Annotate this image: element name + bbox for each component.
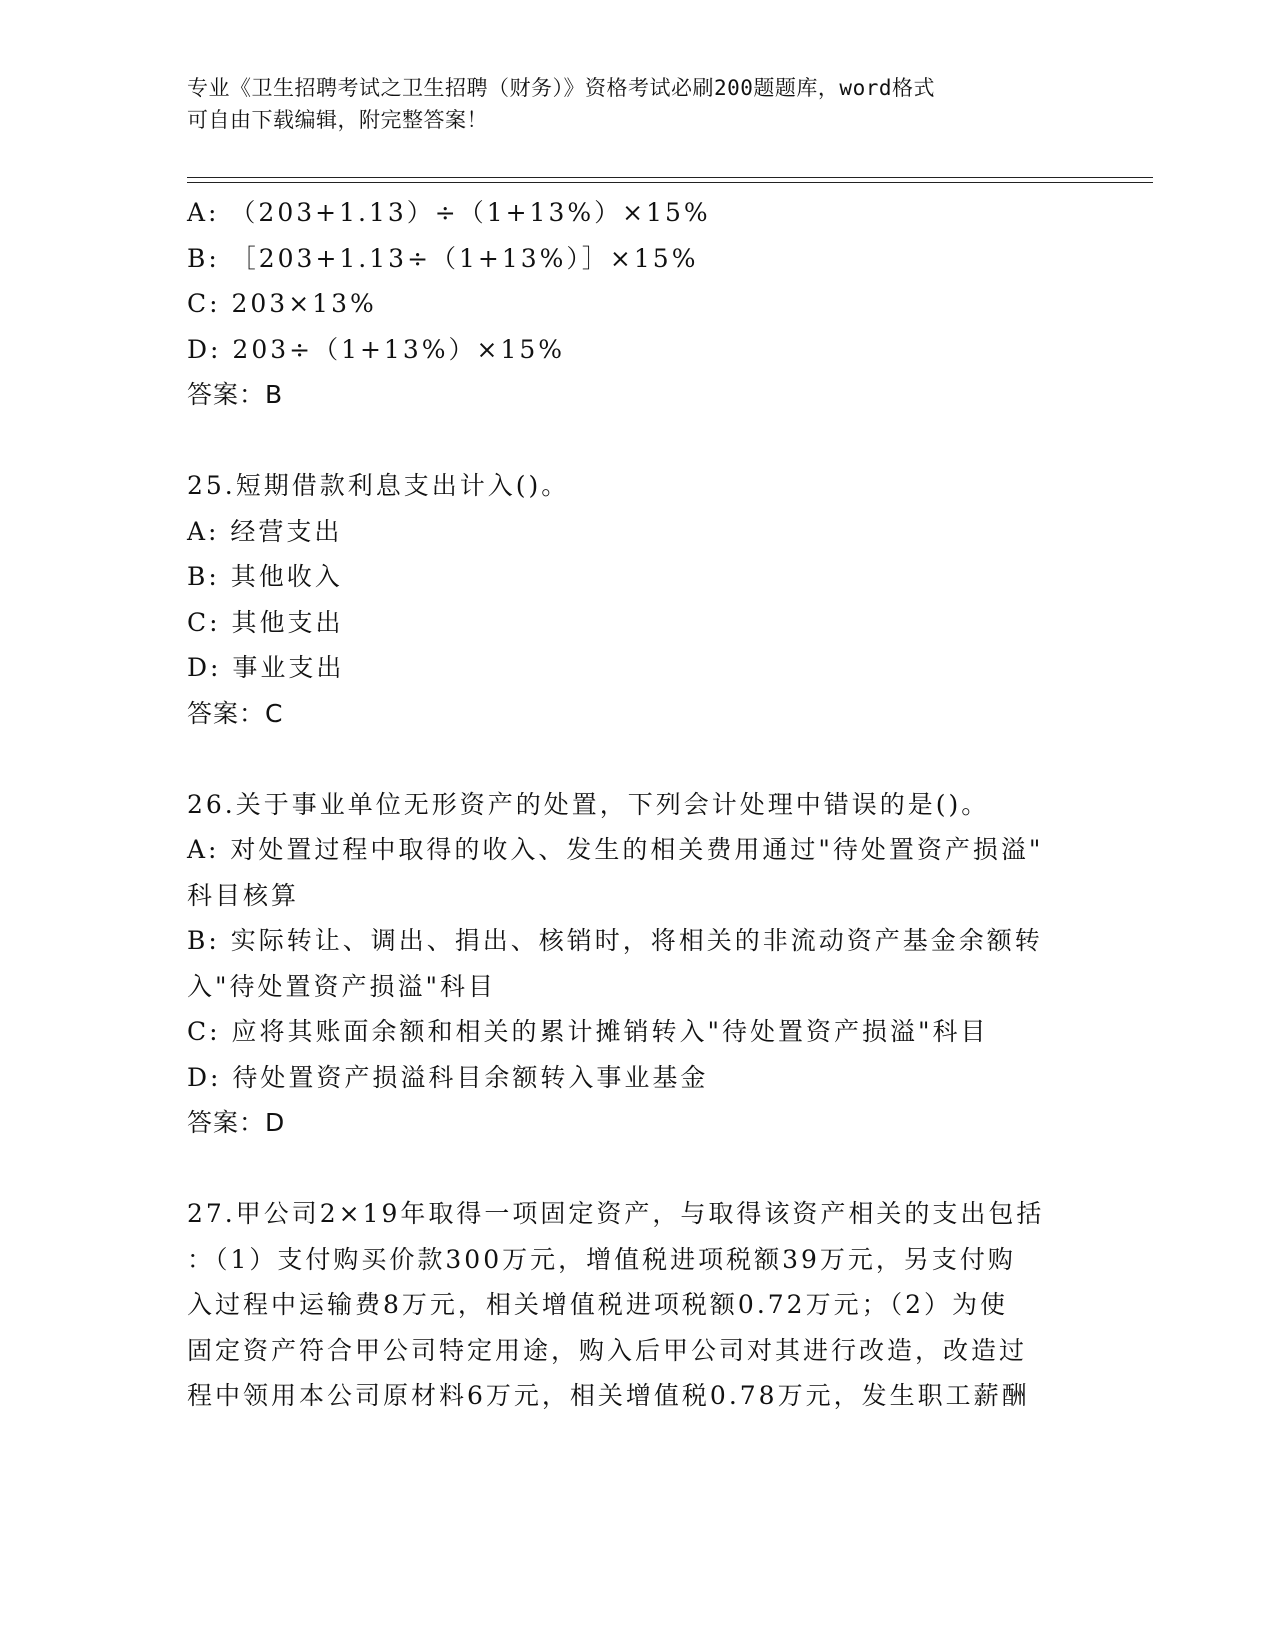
option-b: B: ［203+1.13÷（1+13%）］×15% bbox=[187, 243, 699, 273]
header-divider-top bbox=[187, 177, 1153, 178]
question-stem: 25.短期借款利息支出计入()。 bbox=[187, 471, 570, 500]
question-content bbox=[187, 190, 1087, 1419]
answer: 答案：C bbox=[187, 698, 284, 728]
option-d: D: 待处置资产损溢科目余额转入事业基金 bbox=[187, 1062, 709, 1092]
question-stem-line: ：（1）支付购买价款300万元，增值税进项税额39万元，另支付购 bbox=[187, 1244, 1016, 1274]
option-a: A: 经营支出 bbox=[187, 516, 343, 546]
option-b: B: 其他收入 bbox=[187, 562, 343, 591]
option-c: C: 203×13% bbox=[187, 289, 377, 318]
question-stem-line: 程中领用本公司原材料6万元，相关增值税0.78万元，发生职工薪酬 bbox=[187, 1381, 1030, 1410]
option-c: C: 应将其账面余额和相关的累计摊销转入"待处置资产损溢"科目 bbox=[187, 1017, 989, 1046]
answer: 答案：D bbox=[187, 1108, 286, 1137]
option-b-continued: 入"待处置资产损溢"科目 bbox=[187, 971, 496, 1001]
question-26 bbox=[187, 782, 1087, 1146]
question-stem-line: 入过程中运输费8万元，相关增值税进项税额0.72万元；（2）为使 bbox=[187, 1290, 1008, 1319]
header-line-1: 专业《卫生招聘考试之卫生招聘（财务）》资格考试必刷200题题库，word格式 bbox=[187, 76, 935, 100]
header-line-2: 可自由下载编辑，附完整答案！ bbox=[187, 108, 488, 132]
option-a: A: 对处置过程中取得的收入、发生的相关费用通过"待处置资产损溢" bbox=[187, 835, 1044, 864]
answer: 答案：B bbox=[187, 380, 284, 409]
question-stem-line: 固定资产符合甲公司特定用途，购入后甲公司对其进行改造，改造过 bbox=[187, 1335, 1028, 1365]
option-d: D: 事业支出 bbox=[187, 653, 345, 682]
question-stem-line: 27.甲公司2×19年取得一项固定资产，与取得该资产相关的支出包括 bbox=[187, 1199, 1045, 1228]
question-stem: 26.关于事业单位无形资产的处置，下列会计处理中错误的是()。 bbox=[187, 789, 990, 819]
header-divider-bottom bbox=[187, 182, 1153, 183]
option-c: C: 其他支出 bbox=[187, 607, 344, 637]
question-24-tail bbox=[187, 190, 1087, 418]
option-a-continued: 科目核算 bbox=[187, 880, 300, 910]
option-d: D: 203÷（1+13%）×15% bbox=[187, 334, 566, 364]
option-b: B: 实际转让、调出、捐出、核销时，将相关的非流动资产基金余额转 bbox=[187, 926, 1043, 955]
question-27 bbox=[187, 1191, 1087, 1419]
question-25 bbox=[187, 463, 1087, 736]
document-header bbox=[187, 72, 1067, 136]
option-a: A: （203+1.13）÷（1+13%）×15% bbox=[187, 198, 711, 227]
